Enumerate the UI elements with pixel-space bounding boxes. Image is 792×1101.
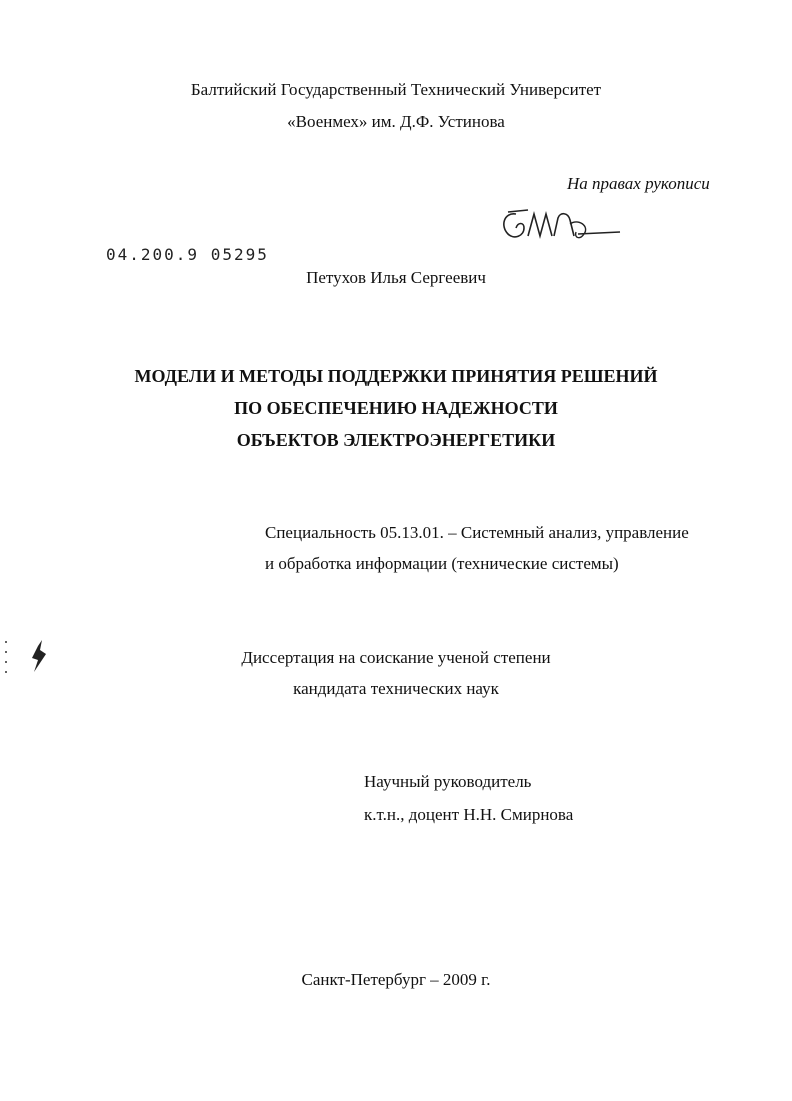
degree-line-2: кандидата технических наук bbox=[293, 679, 499, 698]
thesis-title-line-1: МОДЕЛИ И МЕТОДЫ ПОДДЕРЖКИ ПРИНЯТИЯ РЕШЕНИЙ bbox=[134, 366, 658, 386]
city-year: Санкт-Петербург – 2009 г. bbox=[301, 970, 491, 989]
university-name: Балтийский Государственный Технический Университет bbox=[190, 80, 602, 99]
signature-icon bbox=[494, 200, 634, 250]
thesis-title-line-2: ПО ОБЕСПЕЧЕНИЮ НАДЕЖНОСТИ bbox=[234, 398, 558, 418]
manuscript-note: На правах рукописи bbox=[567, 174, 710, 193]
thesis-title-line-3: ОБЪЕКТОВ ЭЛЕКТРОЭНЕРГЕТИКИ bbox=[236, 430, 556, 450]
specialty-line-1: Специальность 05.13.01. – Системный анализ, управление bbox=[265, 523, 689, 542]
supervisor-name: к.т.н., доцент Н.Н. Смирнова bbox=[364, 805, 574, 824]
supervisor-label: Научный руководитель bbox=[364, 772, 532, 791]
author-name: Петухов Илья Сергеевич bbox=[306, 268, 486, 287]
archive-stamp-number: 04.200.9 05295 bbox=[106, 245, 269, 264]
degree-line-1: Диссертация на соискание ученой степени bbox=[241, 648, 551, 667]
university-subtitle: «Военмех» им. Д.Ф. Устинова bbox=[287, 112, 505, 131]
specialty-line-2: и обработка информации (технические системы) bbox=[265, 554, 619, 573]
